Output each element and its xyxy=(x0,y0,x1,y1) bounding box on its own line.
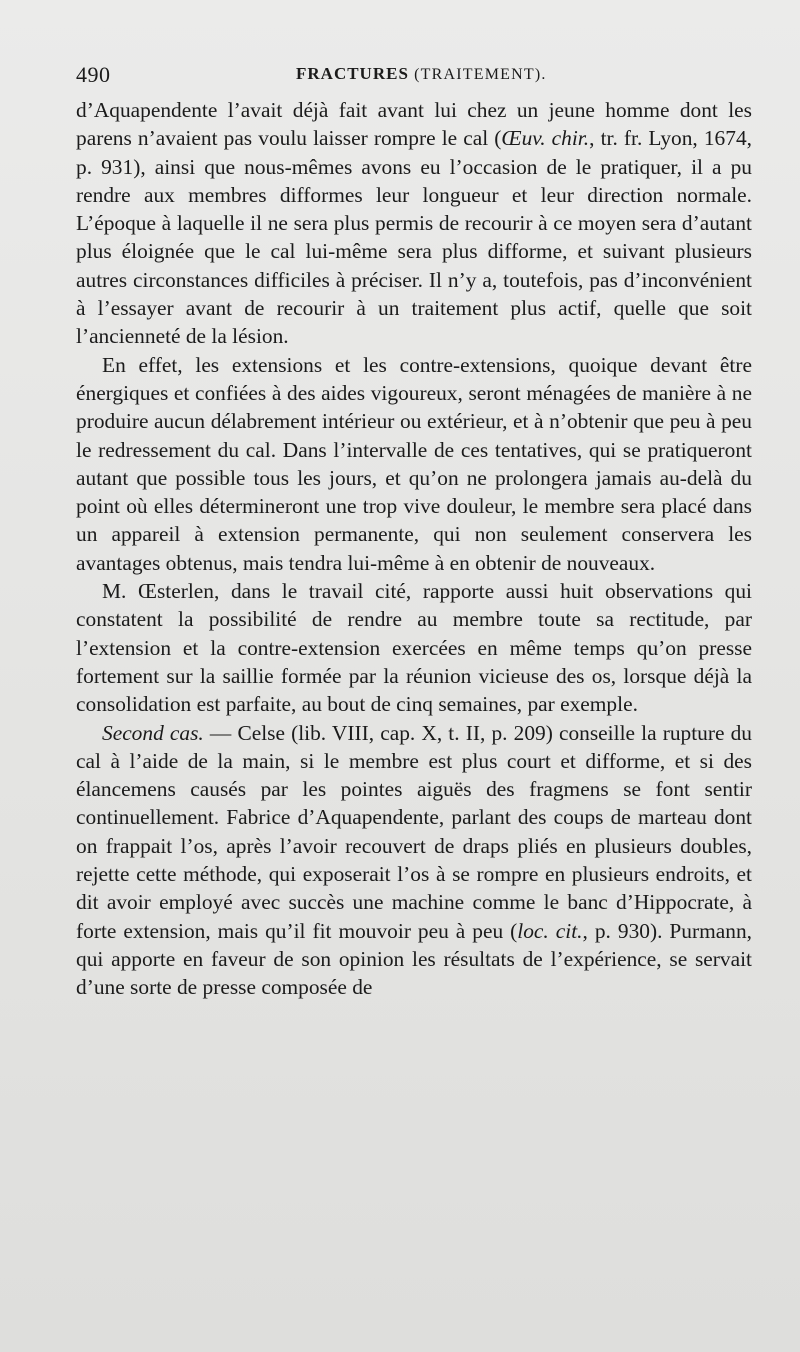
body-text xyxy=(76,96,752,1002)
header-title-subtitle: (TRAITEMENT). xyxy=(414,66,547,83)
running-head xyxy=(76,62,752,96)
italic-text: Second cas. xyxy=(102,720,204,745)
header-title xyxy=(296,64,547,84)
text-run: , tr. fr. Lyon, 1674, p. 931), ainsi que nous-mêmes avons eu l’occasion de le pratiquer, il a pu rendre aux membres difformes leur longueur et leur direction normale. L’époque à laquelle il ne sera plus permis de recourir à ce moyen sera d’autant plus éloignée que le cal lui-même sera plus difforme, et suivant plusieurs autres circonstances difficiles à préciser. Il n’y a, toutefois, pas d’inconvénient à l’essayer avant de recourir à un traitement plus actif, quelle que soit l’ancienneté de la lésion. xyxy=(76,126,752,349)
paragraph xyxy=(76,719,752,1002)
italic-text: Œuv. chir. xyxy=(501,126,590,151)
paragraph xyxy=(76,577,752,718)
text-run: — Celse (lib. VIII, cap. X, t. II, p. 209) conseille la rupture du cal à l’aide de la main, si le membre est plus court et difforme, et si des élancemens causés par les pointes aiguës des fragmens se font sentir continuellement. Fabrice d’Aquapendente, parlant des coups de marteau dont on frappait l’os, après l’avoir recouvert de draps pliés en plusieurs doubles, rejette cette méthode, qui exposerait l’os à se rompre en plusieurs endroits, et dit avoir employé avec succès une machine comme le banc d’Hippocrate, à forte extension, mais qu’il fit mouvoir peu à peu ( xyxy=(76,720,753,943)
header-title-main: FRACTURES xyxy=(296,64,409,83)
paragraph xyxy=(76,351,752,577)
italic-text: loc. cit. xyxy=(517,918,583,943)
page-number: 490 xyxy=(76,62,111,87)
text-run: d’Aquapendente l’avait déjà fait avant lui chez un jeune homme dont les parens n’avaient pas voulu laisser rompre le cal ( xyxy=(76,98,752,151)
text-run: M. Œsterlen, dans le travail cité, rapporte aussi huit observations qui constatent la possibilité de rendre au membre toute sa rectitude, par l’extension et la contre-extension exercées en même temps qu’on presse fortement sur la saillie formée par la réunion vicieuse des os, lorsque déjà la consolidation est parfaite, au bout de cinq semaines, par exemple. xyxy=(76,579,752,717)
paragraph xyxy=(76,96,752,351)
text-run: , p. 930). Purmann, qui apporte en faveur de son opinion les résultats de l’expérience, se servait d’une sorte de presse composée de xyxy=(76,918,752,1000)
text-run: En effet, les extensions et les contre-extensions, quoique devant être énergiques et confiées à des aides vigoureux, seront ménagées de manière à ne produire aucun délabrement intérieur ou extérieur, et à n’obtenir que peu à peu le redressement du cal. Dans l’intervalle de ces tentatives, qui se pratiqueront autant que possible tous les jours, et qu’on ne prolongera jamais au-delà du point où elles détermineront une trop vive douleur, le membre sera placé dans un appareil à extension permanente, qui non seulement conservera les avantages obtenus, mais tendra lui-même à en obtenir de nouveaux. xyxy=(76,352,752,575)
